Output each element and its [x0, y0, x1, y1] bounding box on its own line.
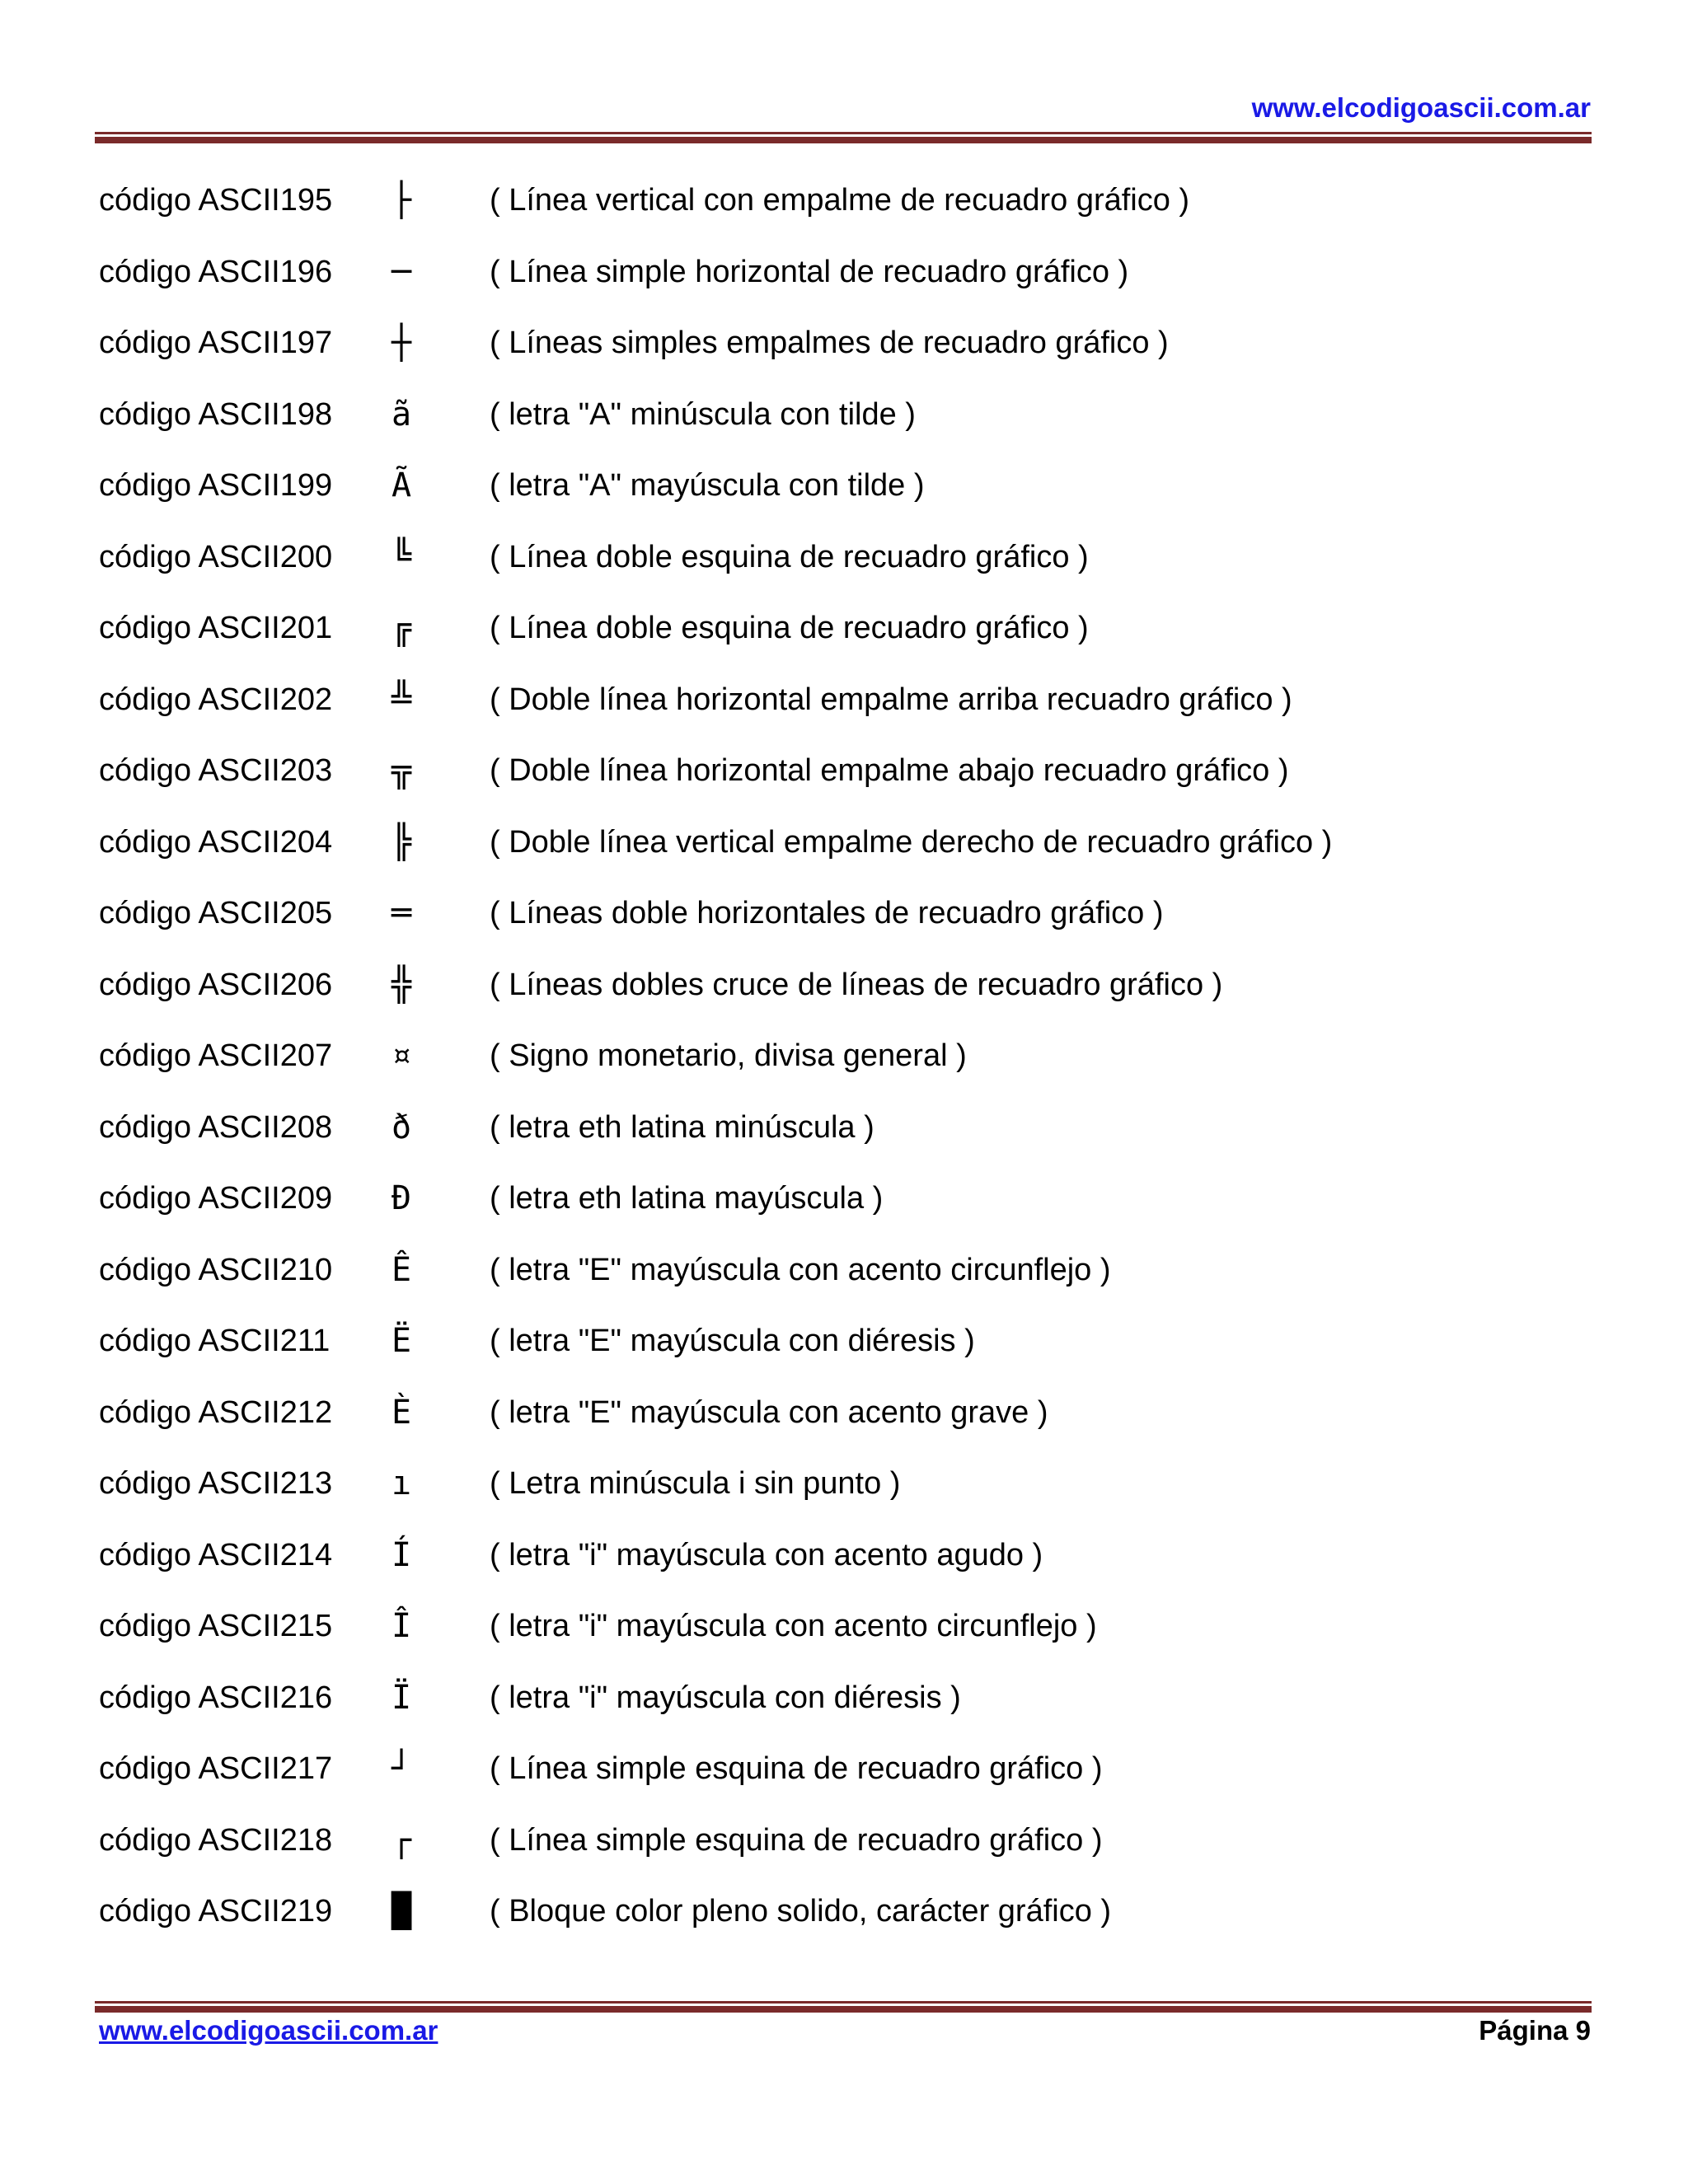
character-description: ( Signo monetario, divisa general ) [490, 1038, 967, 1073]
code-label: código ASCII199 [99, 468, 333, 503]
character-glyph: Ê [392, 1250, 412, 1289]
character-description: ( Línea simple esquina de recuadro gráfico ) [490, 1751, 1103, 1786]
code-label: código ASCII217 [99, 1751, 333, 1786]
footer-site-link[interactable]: www.elcodigoascii.com.ar [99, 2015, 438, 2046]
code-label: código ASCII195 [99, 183, 333, 218]
footer-divider [95, 2001, 1592, 2013]
code-label: código ASCII211 [99, 1324, 331, 1358]
character-description: ( Letra minúscula i sin punto ) [490, 1466, 901, 1501]
code-label: código ASCII200 [99, 539, 333, 574]
list-item [99, 959, 1582, 1031]
character-glyph: ı [392, 1465, 412, 1502]
code-label: código ASCII209 [99, 1181, 333, 1216]
character-description: ( Línea simple esquina de recuadro gráfico ) [490, 1822, 1103, 1858]
code-label: código ASCII201 [99, 611, 333, 645]
list-item [99, 602, 1582, 674]
character-description: ( Línea doble esquina de recuadro gráfico ) [490, 611, 1089, 645]
character-description: ( Línea doble esquina de recuadro gráfico ) [490, 539, 1089, 574]
list-item [99, 246, 1582, 318]
header-site-link[interactable]: www.elcodigoascii.com.ar [1251, 92, 1591, 123]
list-item [99, 1458, 1582, 1530]
character-glyph: Í [392, 1535, 412, 1574]
character-description: ( Línea simple horizontal de recuadro gráfico ) [490, 254, 1129, 289]
ascii-code-list [99, 175, 1582, 1957]
character-description: ( letra "i" mayúscula con diéresis ) [490, 1680, 961, 1715]
list-item [99, 1030, 1582, 1102]
character-glyph: Ã [392, 466, 412, 504]
code-label: código ASCII196 [99, 254, 333, 289]
character-glyph: █ [392, 1892, 412, 1930]
character-description: ( Líneas doble horizontales de recuadro gráfico ) [490, 896, 1164, 930]
character-glyph: Ï [392, 1678, 412, 1717]
code-label: código ASCII205 [99, 896, 333, 930]
character-glyph: ╚ [392, 537, 412, 576]
list-item [99, 674, 1582, 746]
list-item [99, 1244, 1582, 1316]
list-item [99, 1530, 1582, 1601]
list-item [99, 817, 1582, 888]
character-description: ( letra "i" mayúscula con acento agudo ) [490, 1537, 1043, 1572]
character-glyph: Ë [392, 1322, 412, 1360]
code-label: código ASCII212 [99, 1394, 333, 1430]
code-label: código ASCII219 [99, 1894, 333, 1929]
character-description: ( letra eth latina mayúscula ) [490, 1181, 884, 1216]
character-description: ( letra "E" mayúscula con acento circunflejo ) [490, 1252, 1111, 1287]
list-item [99, 1743, 1582, 1815]
list-item [99, 1886, 1582, 1957]
code-label: código ASCII203 [99, 753, 333, 788]
character-glyph: ┌ [392, 1821, 412, 1859]
code-label: código ASCII215 [99, 1609, 333, 1643]
character-glyph: ð [392, 1108, 412, 1146]
page-number: Página 9 [1479, 2015, 1591, 2046]
character-glyph: ═ [392, 894, 412, 932]
character-glyph: ╩ [392, 680, 412, 719]
code-label: código ASCII202 [99, 682, 333, 717]
list-item [99, 460, 1582, 532]
list-item [99, 1315, 1582, 1387]
character-description: ( letra eth latina minúscula ) [490, 1109, 874, 1145]
list-item [99, 317, 1582, 389]
code-label: código ASCII214 [99, 1537, 333, 1572]
list-item [99, 1601, 1582, 1672]
character-glyph: ã [392, 395, 412, 434]
character-description: ( Bloque color pleno solido, carácter gráfico ) [490, 1894, 1112, 1929]
code-label: código ASCII207 [99, 1038, 333, 1073]
list-item [99, 175, 1582, 246]
character-description: ( Líneas dobles cruce de líneas de recuadro gráfico ) [490, 967, 1223, 1002]
character-description: ( Líneas simples empalmes de recuadro gráfico ) [490, 326, 1169, 360]
list-item [99, 532, 1582, 603]
code-label: código ASCII204 [99, 824, 333, 860]
header-divider [95, 132, 1592, 143]
character-glyph: ╬ [392, 965, 412, 1004]
character-glyph: ╔ [392, 609, 412, 647]
character-glyph: ├ [392, 181, 412, 219]
character-glyph: ─ [392, 252, 412, 291]
character-glyph: ┘ [392, 1750, 412, 1788]
list-item [99, 389, 1582, 461]
character-glyph: È [392, 1393, 412, 1432]
list-item [99, 745, 1582, 817]
character-description: ( letra "i" mayúscula con acento circunflejo ) [490, 1609, 1097, 1643]
character-glyph: ┼ [392, 324, 412, 362]
character-description: ( letra "E" mayúscula con acento grave ) [490, 1394, 1048, 1430]
list-item [99, 1672, 1582, 1744]
list-item [99, 1387, 1582, 1459]
character-glyph: ╠ [392, 823, 412, 861]
character-glyph: ¤ [392, 1037, 412, 1075]
character-description: ( Doble línea horizontal empalme arriba recuadro gráfico ) [490, 682, 1292, 717]
character-description: ( letra "A" mayúscula con tilde ) [490, 468, 925, 503]
code-label: código ASCII210 [99, 1252, 333, 1287]
list-item [99, 1102, 1582, 1174]
code-label: código ASCII198 [99, 396, 333, 432]
character-description: ( letra "A" minúscula con tilde ) [490, 396, 916, 432]
code-label: código ASCII216 [99, 1680, 333, 1715]
list-item [99, 1815, 1582, 1886]
code-label: código ASCII197 [99, 326, 333, 360]
list-item [99, 888, 1582, 959]
code-label: código ASCII206 [99, 967, 333, 1002]
character-glyph: Î [392, 1607, 412, 1645]
character-description: ( letra "E" mayúscula con diéresis ) [490, 1324, 975, 1358]
character-description: ( Doble línea horizontal empalme abajo recuadro gráfico ) [490, 753, 1289, 788]
character-description: ( Línea vertical con empalme de recuadro gráfico ) [490, 183, 1190, 218]
code-label: código ASCII213 [99, 1466, 333, 1501]
list-item [99, 1173, 1582, 1244]
character-description: ( Doble línea vertical empalme derecho de recuadro gráfico ) [490, 824, 1333, 860]
character-glyph: Ð [392, 1179, 412, 1217]
character-glyph: ╦ [392, 752, 412, 790]
code-label: código ASCII218 [99, 1822, 333, 1858]
code-label: código ASCII208 [99, 1109, 333, 1145]
